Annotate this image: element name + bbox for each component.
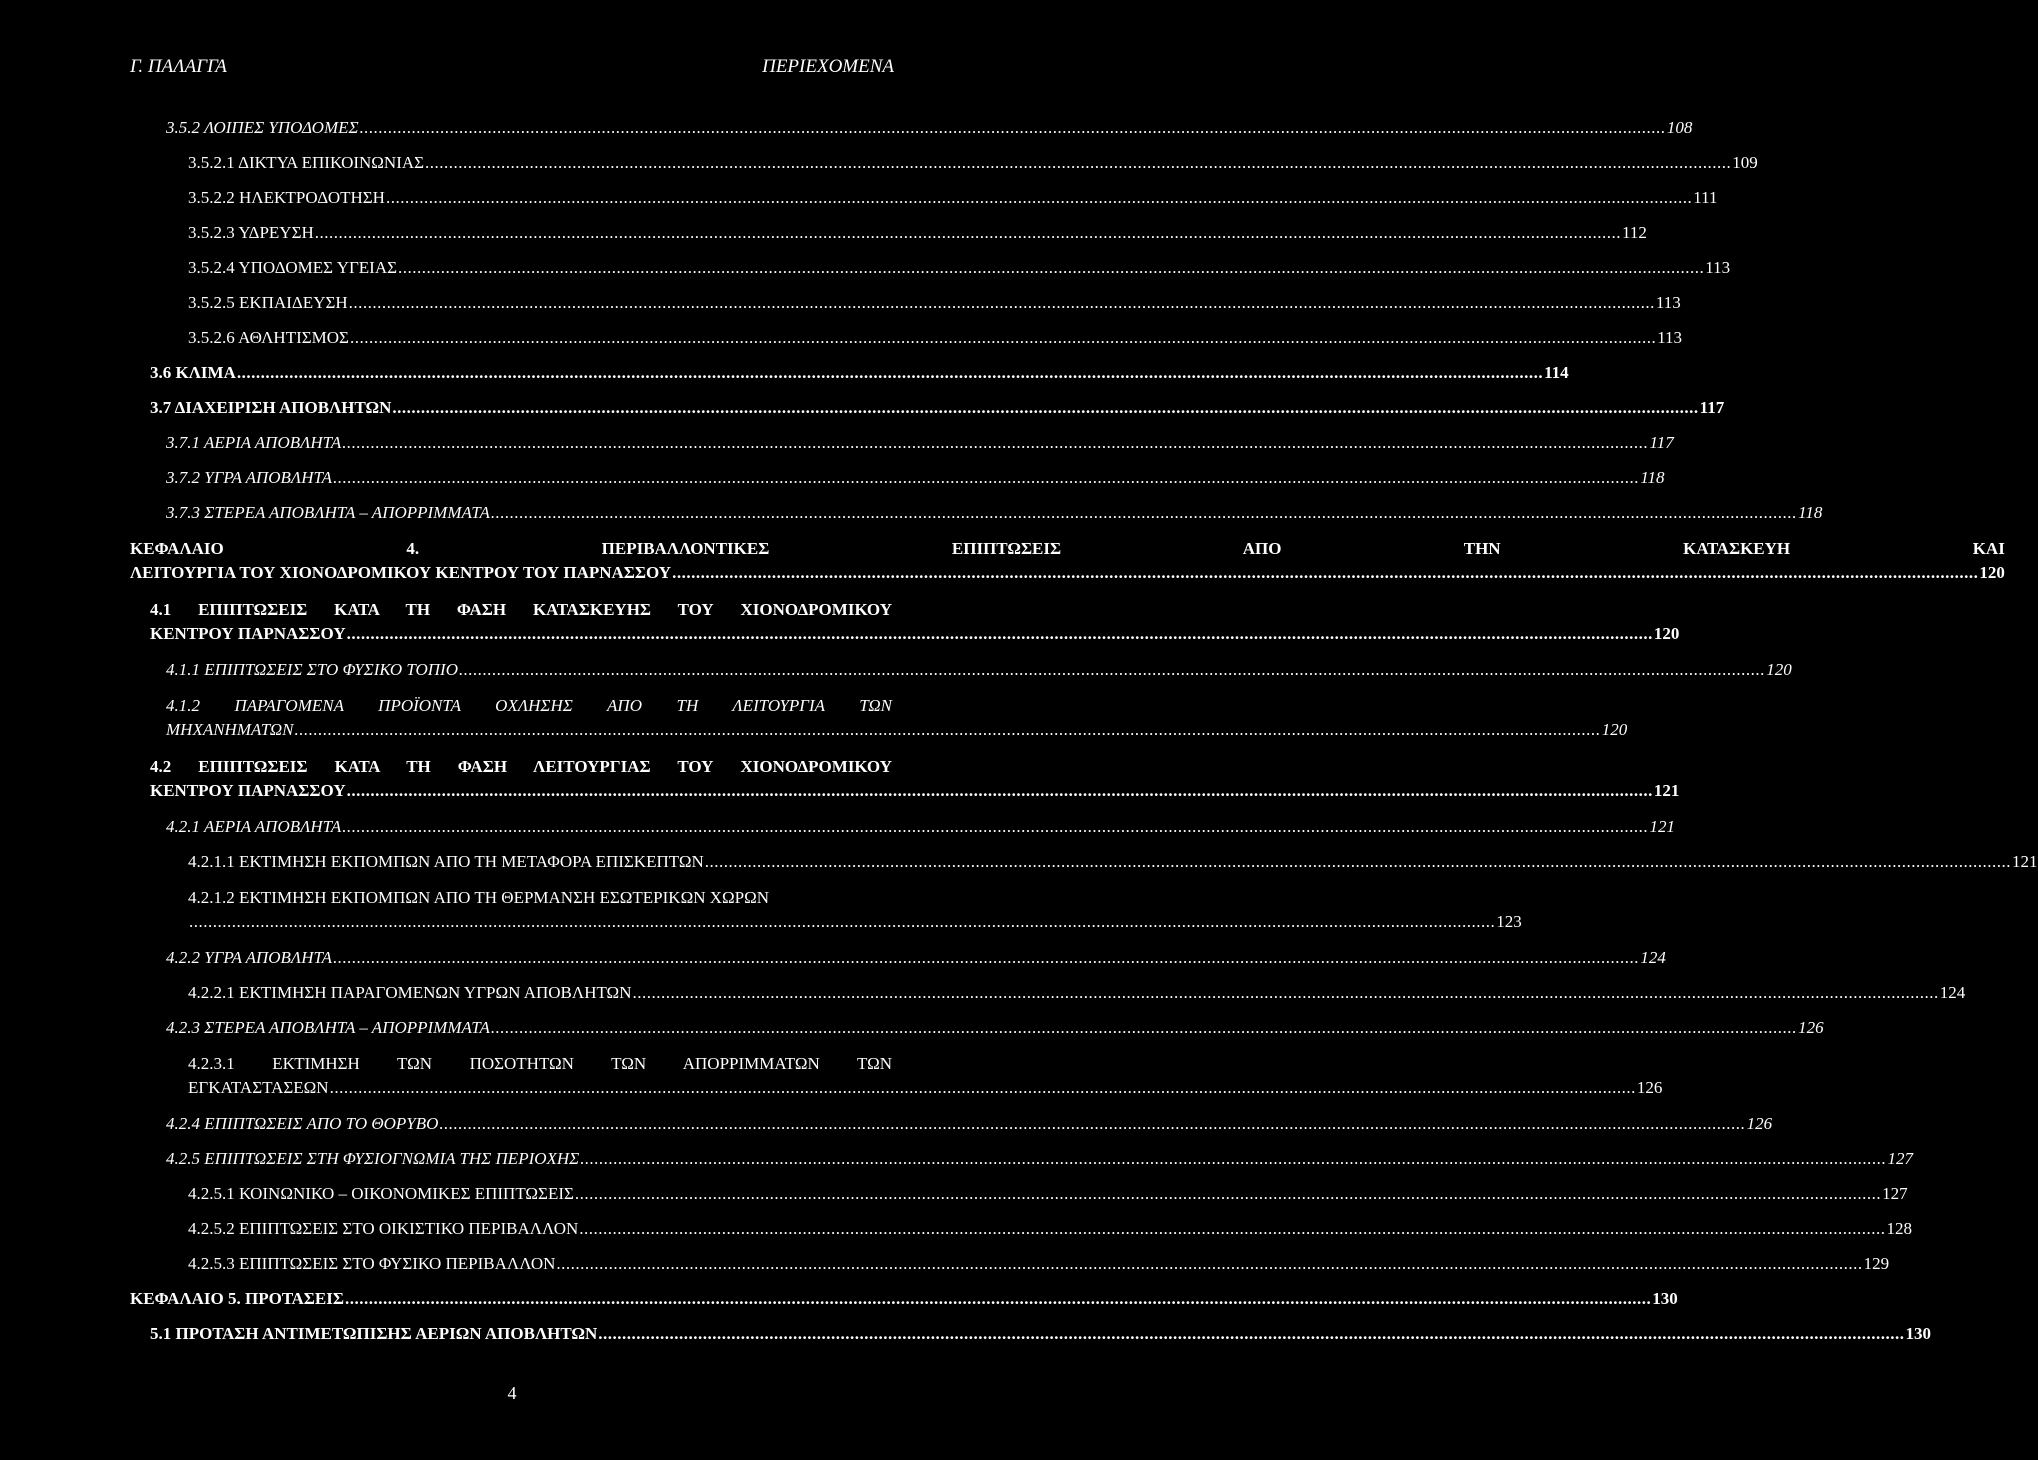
toc-entry-3-5-2-5[interactable]: 3.5.2.5 ΕΚΠΑΙΔΕΥΣΗ ..... 113 bbox=[130, 293, 892, 328]
toc-entry-4-2-2[interactable]: 4.2.2 ΥΓΡΑ ΑΠΟΒΛΗΤΑ ..... 124 bbox=[130, 948, 892, 983]
toc-entry-4-1[interactable]: 4.1 ΕΠΙΠΤΩΣΕΙΣ ΚΑΤΑ ΤΗ ΦΑΣΗ ΚΑΤΑΣΚΕΥΗΣ ΤΟΥ ΧΙΟΝΟΔΡΟΜΙΚΟΥ ΚΕΝΤΡΟΥ ΠΑΡΝΑΣΣΟΥ ..... 120 bbox=[130, 599, 892, 645]
toc-entry-3-6[interactable]: 3.6 ΚΛΙΜΑ ..... 114 bbox=[130, 363, 892, 398]
toc-entry-4-2[interactable]: 4.2 ΕΠΙΠΤΩΣΕΙΣ ΚΑΤΑ ΤΗ ΦΑΣΗ ΛΕΙΤΟΥΡΓΙΑΣ ΤΟΥ ΧΙΟΝΟΔΡΟΜΙΚΟΥ ΚΕΝΤΡΟΥ ΠΑΡΝΑΣΣΟΥ ..... 121 bbox=[130, 756, 892, 802]
toc-entry-4-2-1[interactable]: 4.2.1 ΑΕΡΙΑ ΑΠΟΒΛΗΤΑ ..... 121 bbox=[130, 817, 892, 852]
toc-entry-3-5-2[interactable]: 3.5.2 ΛΟΙΠΕΣ ΥΠΟΔΟΜΕΣ ..... 108 bbox=[130, 118, 892, 153]
toc-entry-chapter-4[interactable]: ΚΕΦΑΛΑΙΟ 4. ΠΕΡΙΒΑΛΛΟΝΤΙΚΕΣ ΕΠΙΠΤΩΣΕΙΣ ΑΠΟ ΤΗΝ ΚΑΤΑΣΚΕΥΗ ΚΑΙ ΛΕΙΤΟΥΡΓΙΑ ΤΟΥ ΧΙΟΝΟΔΡΟΜΙΚΟΥ ΚΕΝΤΡΟΥ ΤΟΥ ΠΑΡΝΑΣΣΟΥ ..... 120 bbox=[130, 538, 892, 584]
toc-entry-4-1-2[interactable]: 4.1.2 ΠΑΡΑΓΟΜΕΝΑ ΠΡΟΪΟΝΤΑ ΟΧΛΗΣΗΣ ΑΠΟ ΤΗ ΛΕΙΤΟΥΡΓΙΑ ΤΩΝ ΜΗΧΑΝΗΜΑΤΩΝ ..... 120 bbox=[130, 695, 892, 741]
toc-entry-chapter-5[interactable]: ΚΕΦΑΛΑΙΟ 5. ΠΡΟΤΑΣΕΙΣ ..... 130 bbox=[130, 1289, 892, 1324]
toc-entry-4-2-1-2[interactable]: 4.2.1.2 ΕΚΤΙΜΗΣΗ ΕΚΠΟΜΠΩΝ ΑΠΟ ΤΗ ΘΕΡΜΑΝΣΗ ΕΣΩΤΕΡΙΚΩΝ ΧΩΡΩΝ ..... 123 bbox=[130, 887, 892, 933]
toc-entry-4-2-3[interactable]: 4.2.3 ΣΤΕΡΕΑ ΑΠΟΒΛΗΤΑ – ΑΠΟΡΡΙΜΜΑΤΑ ..... 126 bbox=[130, 1018, 892, 1053]
toc-entry-4-2-3-1[interactable]: 4.2.3.1 ΕΚΤΙΜΗΣΗ ΤΩΝ ΠΟΣΟΤΗΤΩΝ ΤΩΝ ΑΠΟΡΡΙΜΜΑΤΩΝ ΤΩΝ ΕΓΚΑΤΑΣΤΑΣΕΩΝ ..... 126 bbox=[130, 1053, 892, 1099]
toc-entry-4-2-1-1[interactable]: 4.2.1.1 ΕΚΤΙΜΗΣΗ ΕΚΠΟΜΠΩΝ ΑΠΟ ΤΗ ΜΕΤΑΦΟΡΑ ΕΠΙΣΚΕΠΤΩΝ ..... 121 bbox=[130, 852, 892, 887]
toc-entry-3-7-1[interactable]: 3.7.1 ΑΕΡΙΑ ΑΠΟΒΛΗΤΑ ..... 117 bbox=[130, 433, 892, 468]
toc-entry-3-5-2-1[interactable]: 3.5.2.1 ΔΙΚΤΥΑ ΕΠΙΚΟΙΝΩΝΙΑΣ ..... 109 bbox=[130, 153, 892, 188]
toc-entry-4-2-5-2[interactable]: 4.2.5.2 ΕΠΙΠΤΩΣΕΙΣ ΣΤΟ ΟΙΚΙΣΤΙΚΟ ΠΕΡΙΒΑΛΛΟΝ ..... 128 bbox=[130, 1219, 892, 1254]
toc-entry-3-5-2-4[interactable]: 3.5.2.4 ΥΠΟΔΟΜΕΣ ΥΓΕΙΑΣ ..... 113 bbox=[130, 258, 892, 293]
toc-entry-4-2-2-1[interactable]: 4.2.2.1 ΕΚΤΙΜΗΣΗ ΠΑΡΑΓΟΜΕΝΩΝ ΥΓΡΩΝ ΑΠΟΒΛΗΤΩΝ ..... 124 bbox=[130, 983, 892, 1018]
table-of-contents bbox=[130, 118, 2038, 1359]
toc-entry-3-5-2-3[interactable]: 3.5.2.3 ΥΔΡΕΥΣΗ ..... 112 bbox=[130, 223, 892, 258]
toc-entry-3-5-2-2[interactable]: 3.5.2.2 ΗΛΕΚΤΡΟΔΟΤΗΣΗ ..... 111 bbox=[130, 188, 892, 223]
page-number: 4 bbox=[507, 1383, 517, 1403]
header-section: ΠΕΡΙΕΧΟΜΕΝΑ bbox=[762, 56, 894, 77]
toc-entry-3-7-2[interactable]: 3.7.2 ΥΓΡΑ ΑΠΟΒΛΗΤΑ ..... 118 bbox=[130, 468, 892, 503]
toc-entry-3-5-2-6[interactable]: 3.5.2.6 ΑΘΛΗΤΙΣΜΟΣ ..... 113 bbox=[130, 328, 892, 363]
toc-entry-3-7[interactable]: 3.7 ΔΙΑΧΕΙΡΙΣΗ ΑΠΟΒΛΗΤΩΝ ..... 117 bbox=[130, 398, 892, 433]
toc-entry-4-2-5[interactable]: 4.2.5 ΕΠΙΠΤΩΣΕΙΣ ΣΤΗ ΦΥΣΙΟΓΝΩΜΙΑ ΤΗΣ ΠΕΡΙΟΧΗΣ ..... 127 bbox=[130, 1149, 892, 1184]
header-author: Γ. ΠΑΛΑΓΓΑ bbox=[130, 56, 227, 77]
toc-entry-4-2-5-1[interactable]: 4.2.5.1 ΚΟΙΝΩΝΙΚΟ – ΟΙΚΟΝΟΜΙΚΕΣ ΕΠΙΠΤΩΣΕΙΣ ..... 127 bbox=[130, 1184, 892, 1219]
toc-entry-4-2-5-3[interactable]: 4.2.5.3 ΕΠΙΠΤΩΣΕΙΣ ΣΤΟ ΦΥΣΙΚΟ ΠΕΡΙΒΑΛΛΟΝ ..... 129 bbox=[130, 1254, 892, 1289]
toc-entry-4-1-1[interactable]: 4.1.1 ΕΠΙΠΤΩΣΕΙΣ ΣΤΟ ΦΥΣΙΚΟ ΤΟΠΙΟ ..... 120 bbox=[130, 660, 892, 695]
toc-entry-4-2-4[interactable]: 4.2.4 ΕΠΙΠΤΩΣΕΙΣ ΑΠΟ ΤΟ ΘΟΡΥΒΟ ..... 126 bbox=[130, 1114, 892, 1149]
toc-entry-3-7-3[interactable]: 3.7.3 ΣΤΕΡΕΑ ΑΠΟΒΛΗΤΑ – ΑΠΟΡΡΙΜΜΑΤΑ ..... 118 bbox=[130, 503, 892, 538]
toc-entry-5-1[interactable]: 5.1 ΠΡΟΤΑΣΗ ΑΝΤΙΜΕΤΩΠΙΣΗΣ ΑΕΡΙΩΝ ΑΠΟΒΛΗΤΩΝ ..... 130 bbox=[130, 1324, 892, 1359]
